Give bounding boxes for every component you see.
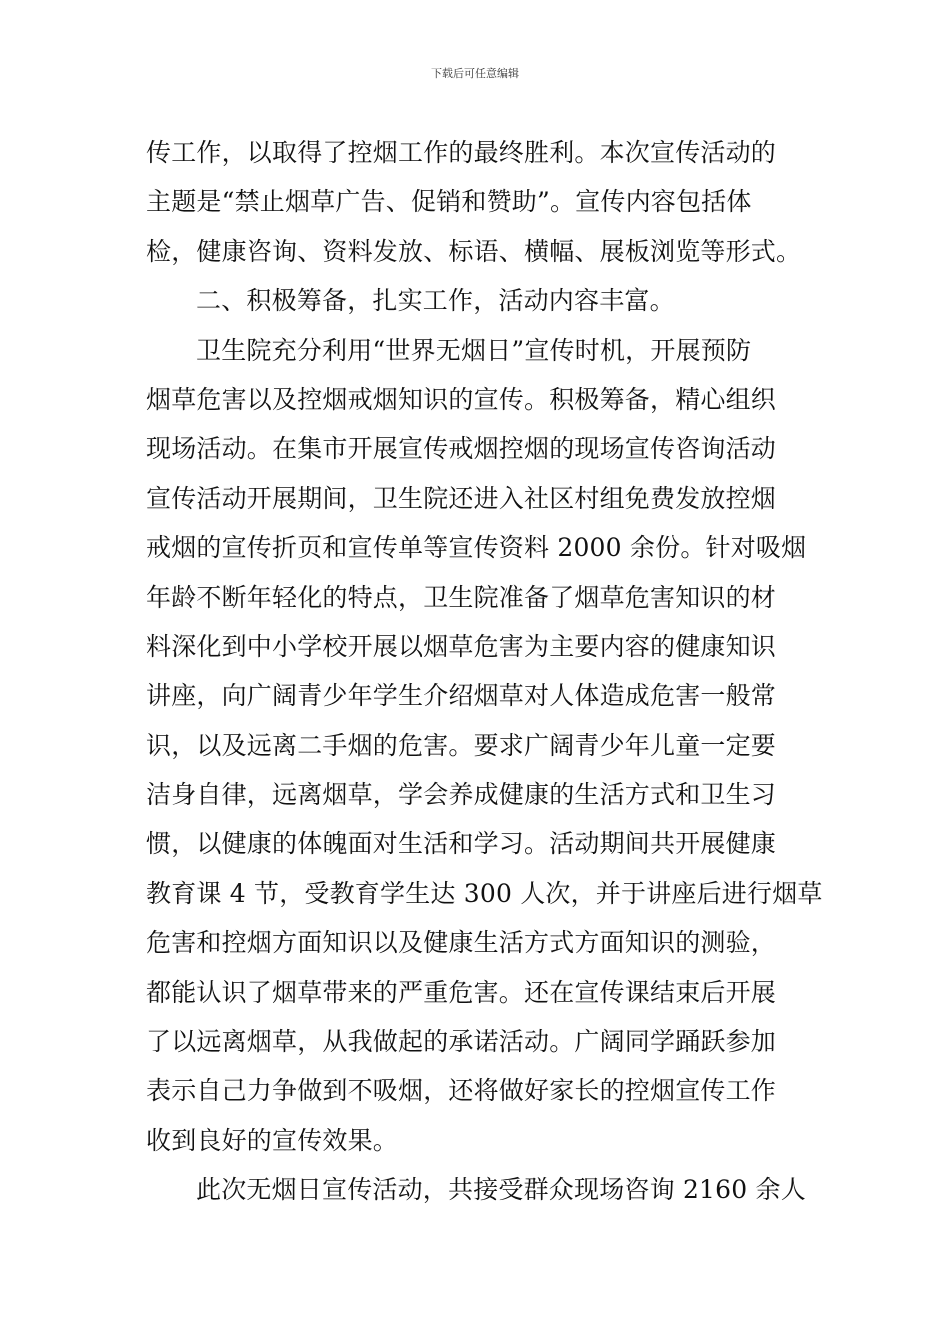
text-line: 危害和控烟方面知识以及健康生活方式方面知识的测验，	[146, 928, 777, 958]
text-line: 年龄不断年轻化的特点，卫生院准备了烟草危害知识的材	[146, 582, 777, 612]
text-line: 料深化到中小学校开展以烟草危害为主要内容的健康知识	[146, 631, 777, 661]
text-line: 识，以及远离二手烟的危害。要求广阔青少年儿童一定要	[146, 730, 777, 760]
text-line: 惯，以健康的体魄面对生活和学习。活动期间共开展健康	[146, 829, 777, 859]
text-line: 传工作，以取得了控烟工作的最终胜利。本次宣传活动的	[146, 138, 777, 167]
document-body	[146, 128, 823, 1215]
text-line: 了以远离烟草，从我做起的承诺活动。广阔同学踊跃参加	[146, 1027, 777, 1057]
paragraph-start: 此次无烟日宣传活动，共接受群众现场咨询 2160 余人	[196, 1175, 806, 1205]
text-line: 收到良好的宣传效果。	[146, 1125, 399, 1155]
text-line: 现场活动。在集市开展宣传戒烟控烟的现场宣传咨询活动	[146, 434, 777, 464]
text-line: 烟草危害以及控烟戒烟知识的宣传。积极筹备，精心组织	[146, 384, 777, 414]
text-line: 检，健康咨询、资料发放、标语、横幅、展板浏览等形式。	[146, 236, 802, 266]
text-line: 教育课 4 节，受教育学生达 300 人次，并于讲座后进行烟草	[146, 878, 823, 908]
text-line: 都能认识了烟草带来的严重危害。还在宣传课结束后开展	[146, 977, 777, 1007]
text-line: 宣传活动开展期间，卫生院还进入社区村组免费发放控烟	[146, 483, 777, 513]
text-line: 主题是“禁止烟草广告、促销和赞助”。宣传内容包括体	[146, 187, 752, 217]
page-header-note: 下载后可任意编辑	[431, 67, 519, 80]
section-heading: 二、积极筹备，扎实工作，活动内容丰富。	[196, 286, 675, 316]
paragraph-start: 卫生院充分利用“世界无烟日”宣传时机，开展预防	[196, 335, 752, 365]
text-line: 洁身自律，远离烟草，学会养成健康的生活方式和卫生习	[146, 780, 777, 810]
text-line: 讲座，向广阔青少年学生介绍烟草对人体造成危害一般常	[146, 681, 777, 711]
text-line: 戒烟的宣传折页和宣传单等宣传资料 2000 余份。针对吸烟	[146, 533, 807, 563]
text-line: 表示自己力争做到不吸烟，还将做好家长的控烟宣传工作	[146, 1076, 777, 1106]
